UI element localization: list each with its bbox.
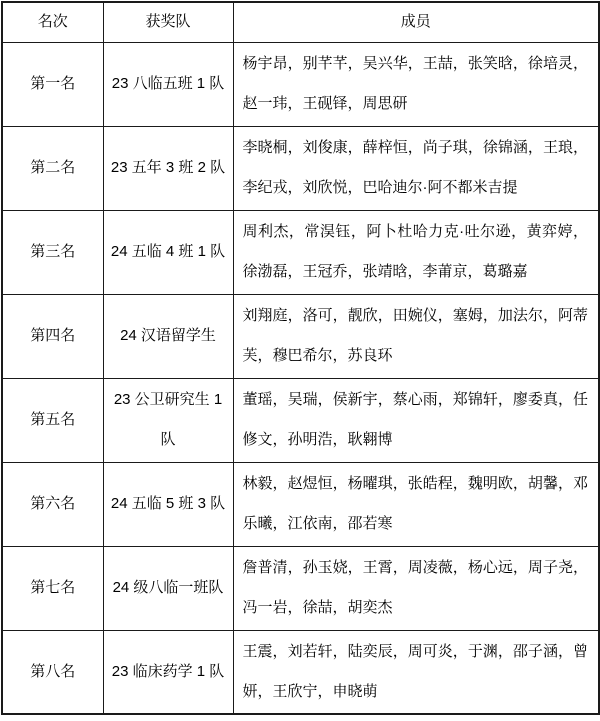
- team-cell: 24 五临 4 班 1 队: [103, 210, 233, 294]
- members-cell: 董瑶，吴瑞，侯新宇，蔡心雨，郑锦轩，廖委真，任修文，孙明浩，耿翱博: [233, 378, 599, 462]
- rank-cell: 第五名: [2, 378, 103, 462]
- rank-cell: 第八名: [2, 630, 103, 714]
- rank-cell: 第二名: [2, 126, 103, 210]
- table-row: [2, 126, 599, 210]
- rank-cell: 第四名: [2, 294, 103, 378]
- members-cell: 王震，刘若轩，陆奕辰，周可炎，于渊，邵子涵，曾妍，王欣宁，申晓萌: [233, 630, 599, 714]
- rank-cell: 第三名: [2, 210, 103, 294]
- table-row: [2, 42, 599, 126]
- rank-cell: 第六名: [2, 462, 103, 546]
- rank-cell: 第一名: [2, 42, 103, 126]
- awards-table: [1, 1, 600, 715]
- table-row: [2, 210, 599, 294]
- members-cell: 刘翔庭，洛可，靓欣，田婉仪，塞姆，加法尔，阿蒂芙，穆巴希尔，苏良环: [233, 294, 599, 378]
- members-cell: 李晓桐，刘俊康，薛梓恒，尚子琪，徐锦涵，王琅，李纪戎，刘欣悦，巴哈迪尔·阿不都米吉提: [233, 126, 599, 210]
- members-cell: 詹普清，孙玉娆，王霄，周凌薇，杨心远，周子尧，冯一岩，徐喆，胡奕杰: [233, 546, 599, 630]
- team-cell: 24 汉语留学生: [103, 294, 233, 378]
- team-cell: 23 八临五班 1 队: [103, 42, 233, 126]
- team-cell: 24 级八临一班队: [103, 546, 233, 630]
- table-row: [2, 294, 599, 378]
- table-row: [2, 462, 599, 546]
- table-body: [2, 42, 599, 714]
- team-cell: 23 公卫研究生 1 队: [103, 378, 233, 462]
- header-team: 获奖队: [103, 2, 233, 42]
- team-cell: 23 临床药学 1 队: [103, 630, 233, 714]
- table-row: [2, 630, 599, 714]
- header-rank: 名次: [2, 2, 103, 42]
- rank-cell: 第七名: [2, 546, 103, 630]
- header-members: 成员: [233, 2, 599, 42]
- members-cell: 林毅，赵煜恒，杨曜琪，张皓程，魏明欧，胡馨，邓乐曦，江依南，邵若寒: [233, 462, 599, 546]
- document-page: [0, 1, 600, 721]
- members-cell: 杨宇昂，别芊芊，吴兴华，王喆，张笑晗，徐培灵，赵一玮，王砚铎，周思研: [233, 42, 599, 126]
- table-row: [2, 546, 599, 630]
- members-cell: 周利杰，常淏钰，阿卜杜哈力克·吐尔逊，黄弈婷，徐渤磊，王冠乔，张靖晗，李莆京，葛璐嘉: [233, 210, 599, 294]
- table-row: [2, 378, 599, 462]
- team-cell: 23 五年 3 班 2 队: [103, 126, 233, 210]
- team-cell: 24 五临 5 班 3 队: [103, 462, 233, 546]
- header-row: [2, 2, 599, 42]
